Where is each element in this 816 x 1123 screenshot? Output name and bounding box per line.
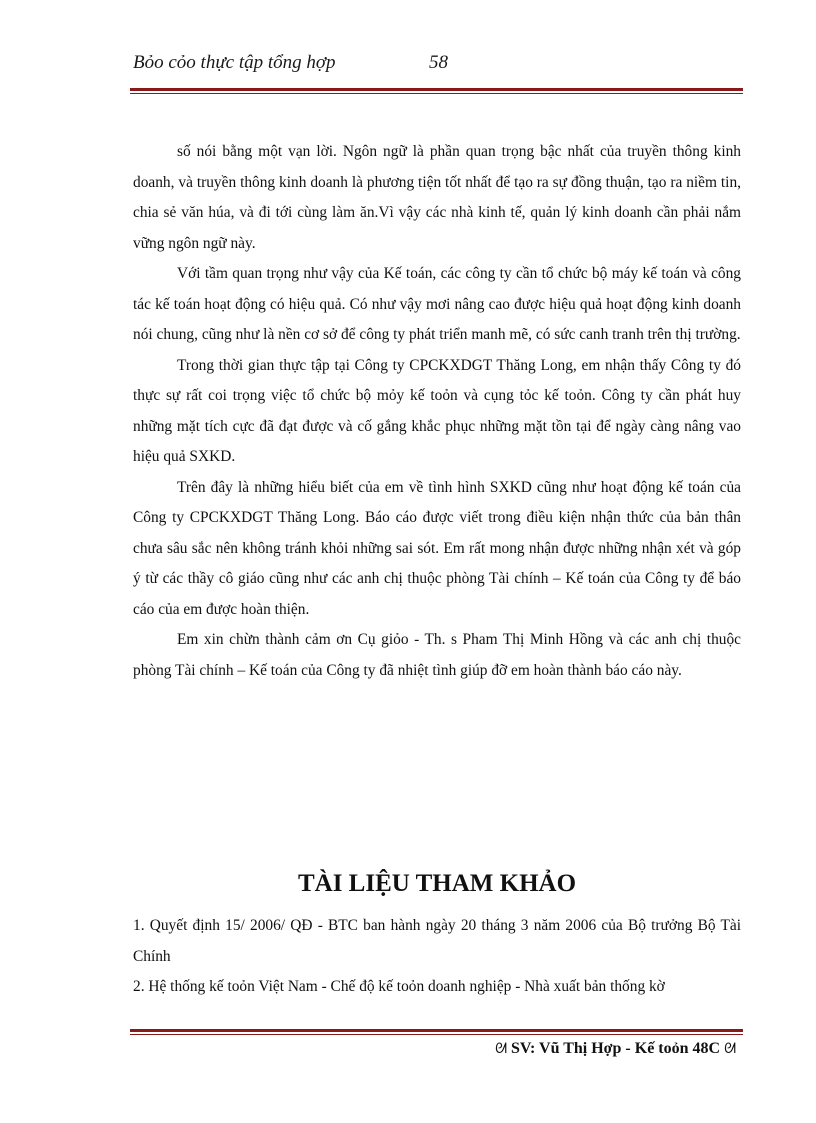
reference-item: 2. Hệ thống kế toỏn Việt Nam - Chế độ kế toỏn doanh nghiệp - Nhà xuất bản thống kờ: [133, 978, 665, 995]
footer-text: SV: Vũ Thị Hợp - Kế toỏn 48C: [511, 1040, 721, 1057]
paragraph: Trên đây là những hiểu biết của em về tình hình SXKD cũng như hoạt động kế toán của Công ty CPCKXDGT Thăng Long. Báo cáo được viết trong điều kiện nhận thức của bản thân chưa sâu sắc nên không tránh khỏi những sai sót. Em rất mong nhận được những nhận xét và góp ý từ các thầy cô giáo cũng như các anh chị thuộc phòng Tài chính – Kế toán của Công ty để báo cáo của em được hoàn thiện.: [133, 478, 741, 618]
page-number: 58: [429, 52, 448, 73]
references-title: TÀI LIỆU THAM KHẢO: [297, 870, 577, 897]
ornament-right-icon: ᘛ: [724, 1042, 736, 1057]
header-title: Bỏo cỏo thực tập tổng hợp: [133, 52, 336, 73]
paragraph: Với tầm quan trọng như vậy của Kế toán, các công ty cần tổ chức bộ máy kế toán và công tác kế toán hoạt động có hiệu quả. Có như vậy mơi nâng cao được hiệu quả hoạt động kinh doanh nói chung, cũng như là nền cơ sở để công ty phát triển manh mẽ, có sức canh tranh trên thị trường.: [133, 265, 741, 343]
header-rule: [130, 88, 743, 94]
paragraph: số nói bằng một vạn lời. Ngôn ngữ là phần quan trọng bậc nhất của truyền thông kinh doanh, và truyền thông kinh doanh là phương tiện tốt nhất để tạo ra sự đồng thuận, tạo ra niềm tin, chia sẻ văn húa, và đi tới cùng làm ăn.Vì vậy các nhà kinh tế, quản lý kinh doanh cần phải nắm vững ngôn ngữ này.: [133, 143, 741, 252]
ornament-left-icon: ᘛ: [495, 1042, 508, 1057]
paragraph: Em xin chừn thành cảm ơn Cụ giỏo - Th. s Pham Thị Minh Hồng và các anh chị thuộc phòng Tài chính – Kế toán của Công ty đã nhiệt tình giúp đỡ em hoàn thành báo cáo này.: [133, 631, 741, 679]
paragraph: Trong thời gian thực tập tại Công ty CPCKXDGT Thăng Long, em nhận thấy Công ty đó thực sự rất coi trọng việc tổ chức bộ mỏy kế toỏn và cụng tỏc kế toỏn. Công ty cần phát huy những mặt tích cực đã đạt được và cố gắng khắc phục những mặt tồn tại để ngày càng nâng vao hiệu quả SXKD.: [133, 356, 741, 465]
references-list: [133, 911, 741, 1003]
reference-item: 1. Quyết định 15/ 2006/ QĐ - BTC ban hành ngày 20 tháng 3 năm 2006 của Bộ trưởng Bộ Tài Chính: [133, 917, 741, 965]
page-footer: [491, 1040, 740, 1058]
body-text: [133, 137, 741, 686]
page-header: [133, 50, 743, 80]
footer-rule: [130, 1029, 743, 1035]
